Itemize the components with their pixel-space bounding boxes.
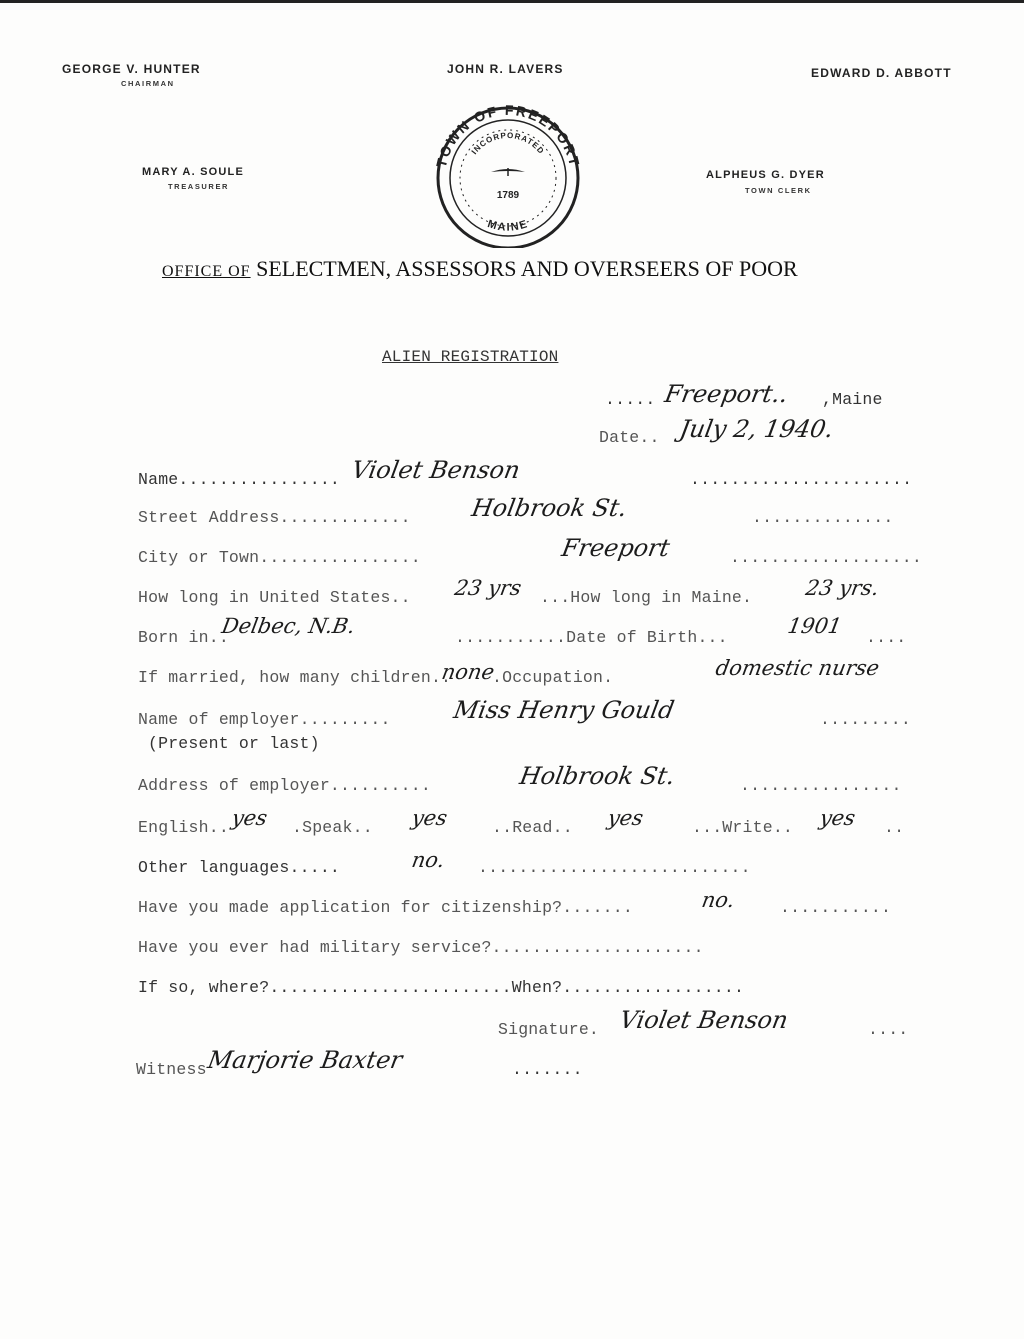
employer-trail: ......... [820, 710, 911, 729]
signature-trail: .... [868, 1020, 909, 1039]
street-label: Street Address............. [138, 508, 411, 527]
street-value: Holbrook St. [469, 494, 630, 522]
emp-addr-value: Holbrook St. [517, 762, 678, 790]
office-heading [162, 256, 862, 282]
maine-label: ...How long in Maine. [540, 588, 753, 607]
member2-name: EDWARD D. ABBOTT [811, 66, 952, 80]
town-seal [423, 98, 593, 248]
dob-value: 1901 [785, 614, 844, 638]
witness-trail: ....... [512, 1060, 583, 1079]
date-label: Date.. [599, 428, 660, 447]
occupation-label: .Occupation. [492, 668, 614, 687]
born-value: Delbec, N.B. [219, 614, 357, 638]
emp-addr-trail: ................ [740, 776, 902, 795]
chairman-name: GEORGE V. HUNTER [62, 62, 201, 76]
date-value: July 2, 1940. [677, 415, 836, 443]
place-suffix: ,Maine [822, 390, 883, 409]
city-trail: ................... [730, 548, 922, 567]
clerk-title: TOWN CLERK [745, 186, 812, 195]
city-label: City or Town................ [138, 548, 421, 567]
chairman-title: CHAIRMAN [121, 79, 175, 88]
employer-label: Name of employer......... [138, 710, 391, 729]
speak-label: .Speak.. [292, 818, 373, 837]
write-value: yes [817, 806, 858, 830]
seal-year: 1789 [496, 190, 520, 201]
dob-trail: .... [866, 628, 907, 647]
write-label: ...Write.. [692, 818, 794, 837]
treasurer-title: TREASURER [168, 182, 230, 191]
signature-label: Signature. [498, 1020, 600, 1039]
scan-edge [0, 0, 1024, 3]
treasurer-name: MARY A. SOULE [142, 166, 244, 178]
seal-top-text: TOWN OF FREEPORT [432, 101, 584, 169]
us-value: 23 yrs [452, 576, 524, 600]
maine-value: 23 yrs. [803, 576, 881, 600]
english-label: English.. [138, 818, 229, 837]
married-label: If married, how many children.. [138, 668, 452, 687]
member-name: JOHN R. LAVERS [447, 62, 564, 76]
citizenship-trail: ........... [780, 898, 892, 917]
write-trail: .. [884, 818, 905, 837]
name-value: Violet Benson [349, 456, 523, 484]
read-label: ..Read.. [492, 818, 573, 837]
city-value: Freeport [559, 534, 672, 562]
seal-bottom-text: MAINE [486, 218, 530, 234]
other-lang-trail: ........................... [478, 858, 751, 877]
speak-value: yes [409, 806, 450, 830]
citizenship-value: no. [699, 888, 737, 912]
witness-value: Marjorie Baxter [205, 1046, 405, 1074]
clerk-name: ALPHEUS G. DYER [706, 169, 825, 181]
form-title: ALIEN REGISTRATION [382, 348, 559, 366]
other-lang-value: no. [409, 848, 447, 872]
employer-value: Miss Henry Gould [451, 696, 677, 724]
witness-label: Witness [136, 1060, 207, 1079]
street-trail: .............. [752, 508, 894, 527]
eagle-icon [491, 168, 525, 176]
citizenship-label: Have you made application for citizenship?....... [138, 898, 633, 917]
read-value: yes [605, 806, 646, 830]
dob-label: ...........Date of Birth... [455, 628, 728, 647]
seal-inner-text: INCORPORATED [469, 130, 547, 157]
military-label: Have you ever had military service?..................... [138, 938, 704, 957]
place-dots: ..... [605, 390, 656, 409]
name-trail: ...................... [690, 470, 913, 489]
name-label: Name................ [138, 470, 341, 489]
place-value: Freeport.. [662, 380, 791, 408]
born-label: Born in.. [138, 628, 229, 647]
signature-value: Violet Benson [617, 1006, 791, 1034]
us-label: How long in United States.. [138, 588, 411, 607]
english-value: yes [229, 806, 270, 830]
married-value: none [439, 660, 497, 684]
where-label: If so, where?........................When?.................. [138, 978, 745, 997]
office-name: SELECTMEN, ASSESSORS AND OVERSEERS OF POOR [256, 256, 798, 281]
employer-sub: (Present or last) [148, 734, 320, 753]
office-prefix: OFFICE OF [162, 263, 251, 280]
other-lang-label: Other languages..... [138, 858, 341, 877]
occupation-value: domestic nurse [713, 656, 882, 680]
emp-addr-label: Address of employer.......... [138, 776, 431, 795]
